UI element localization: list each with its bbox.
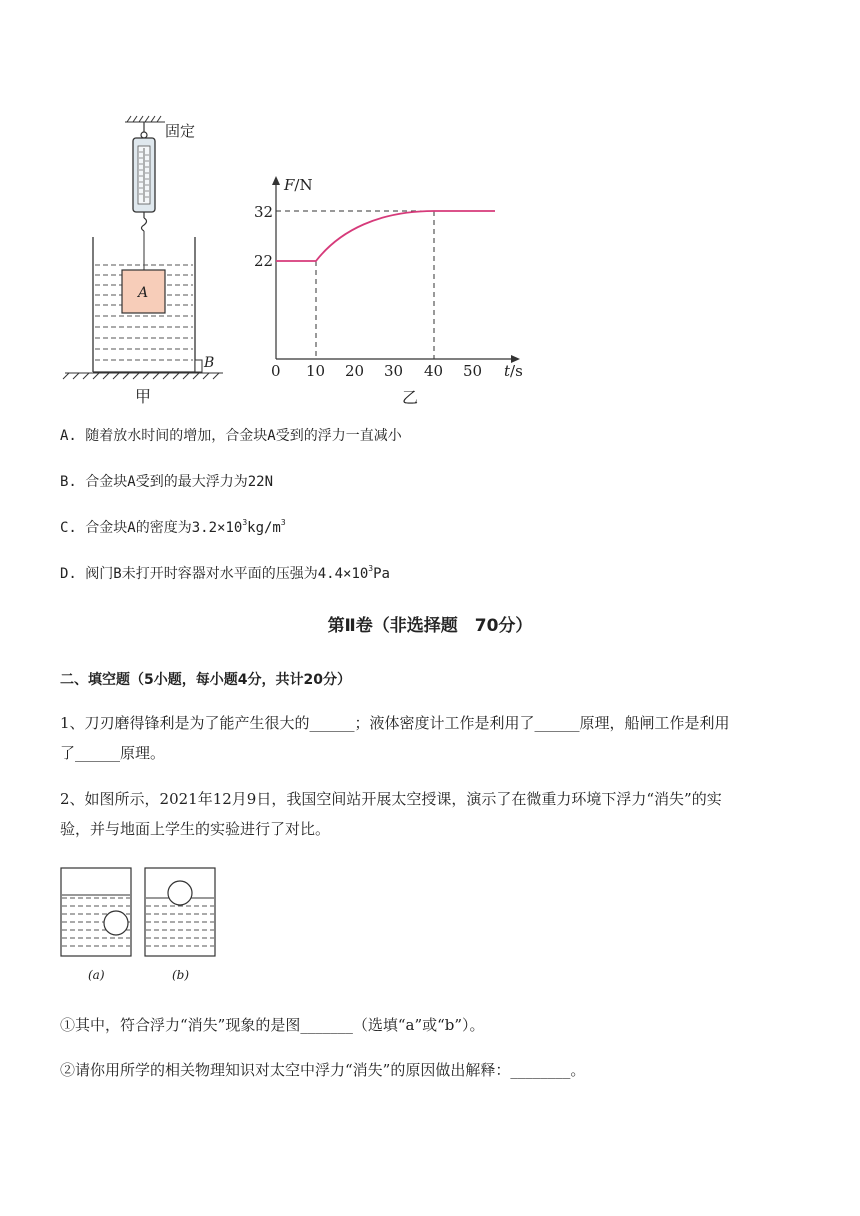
caption-yi: 乙: [402, 388, 419, 407]
spring-scale: [133, 138, 155, 212]
valve-b-label: B: [204, 355, 215, 371]
option-a-letter: A.: [60, 428, 77, 444]
x-axis-label: t/s: [504, 362, 523, 380]
y-axis-arrow: [272, 176, 280, 185]
option-c-text: 合金块A的密度为$3.2\times 10^3kg/m^3$: [85, 518, 286, 536]
question-2-sub2: ②请你用所学的相关物理知识对太空中浮力“消失”的原因做出解释：________。: [60, 1061, 586, 1079]
question-2: [60, 784, 806, 844]
beaker-b: [145, 868, 215, 956]
ball-b: [168, 881, 192, 905]
part2-title: 第Ⅱ卷（非选择题 70分）: [327, 616, 533, 636]
y-axis-label: F/N: [284, 176, 313, 194]
comparison-figure: [55, 862, 235, 990]
option-d-text: 阀门B未打开时容器对水平面的压强为$4.4\times 10^3Pa$: [85, 564, 390, 582]
ball-a: [104, 911, 128, 935]
question-1-line1: 1、刀刃磨得锋利是为了能产生很大的______；液体密度计工作是利用了______原理，船闸工作是利用: [60, 714, 730, 732]
apparatus-figure-jia: [55, 110, 235, 410]
question-2-line1: 2、如图所示，2021年12月9日，我国空间站开展太空授课，演示了在微重力环境下浮力“消失”的实: [60, 790, 722, 808]
ceiling-hatch: [125, 116, 165, 122]
option-d-letter: D.: [60, 566, 77, 582]
option-a: [60, 425, 402, 445]
y-tick-32: 32: [254, 203, 274, 221]
question-1: [60, 708, 806, 768]
beaker-a: [61, 868, 131, 956]
option-c-letter: C.: [60, 520, 77, 536]
y-tick-22: 22: [254, 252, 274, 270]
option-c: [60, 517, 286, 537]
question-1-line2: 了______原理。: [60, 744, 166, 762]
x-tick-0: 0: [271, 362, 281, 380]
force-time-chart: [240, 170, 540, 410]
question-2-sub1: ①其中，符合浮力“消失”现象的是图_______（选填“a”或“b”）。: [60, 1016, 485, 1034]
ground-hatch: [63, 373, 223, 379]
valve-b: [195, 360, 202, 372]
x-tick-10: 10: [306, 362, 326, 380]
guide-lines: [276, 211, 434, 359]
caption-b: (b): [172, 968, 190, 982]
option-b-letter: B.: [60, 474, 77, 490]
option-b-text: 合金块A受到的最大浮力为22N: [85, 474, 274, 490]
caption-jia: 甲: [135, 387, 152, 406]
x-tick-20: 20: [345, 362, 365, 380]
question-2-line2: 验，并与地面上学生的实验进行了对比。: [60, 820, 331, 838]
caption-a: (a): [88, 968, 105, 982]
fixed-label: 固定: [165, 122, 196, 140]
option-a-text: 随着放水时间的增加，合金块A受到的浮力一直减小: [85, 428, 402, 444]
option-d: [60, 563, 390, 583]
x-tick-40: 40: [424, 362, 444, 380]
block-a-label: A: [138, 285, 149, 301]
x-tick-50: 50: [463, 362, 483, 380]
section2-title: 二、填空题（5小题，每小题4分，共计20分）: [60, 672, 351, 688]
x-tick-30: 30: [384, 362, 404, 380]
force-curve: [276, 211, 495, 261]
option-b: [60, 471, 273, 491]
